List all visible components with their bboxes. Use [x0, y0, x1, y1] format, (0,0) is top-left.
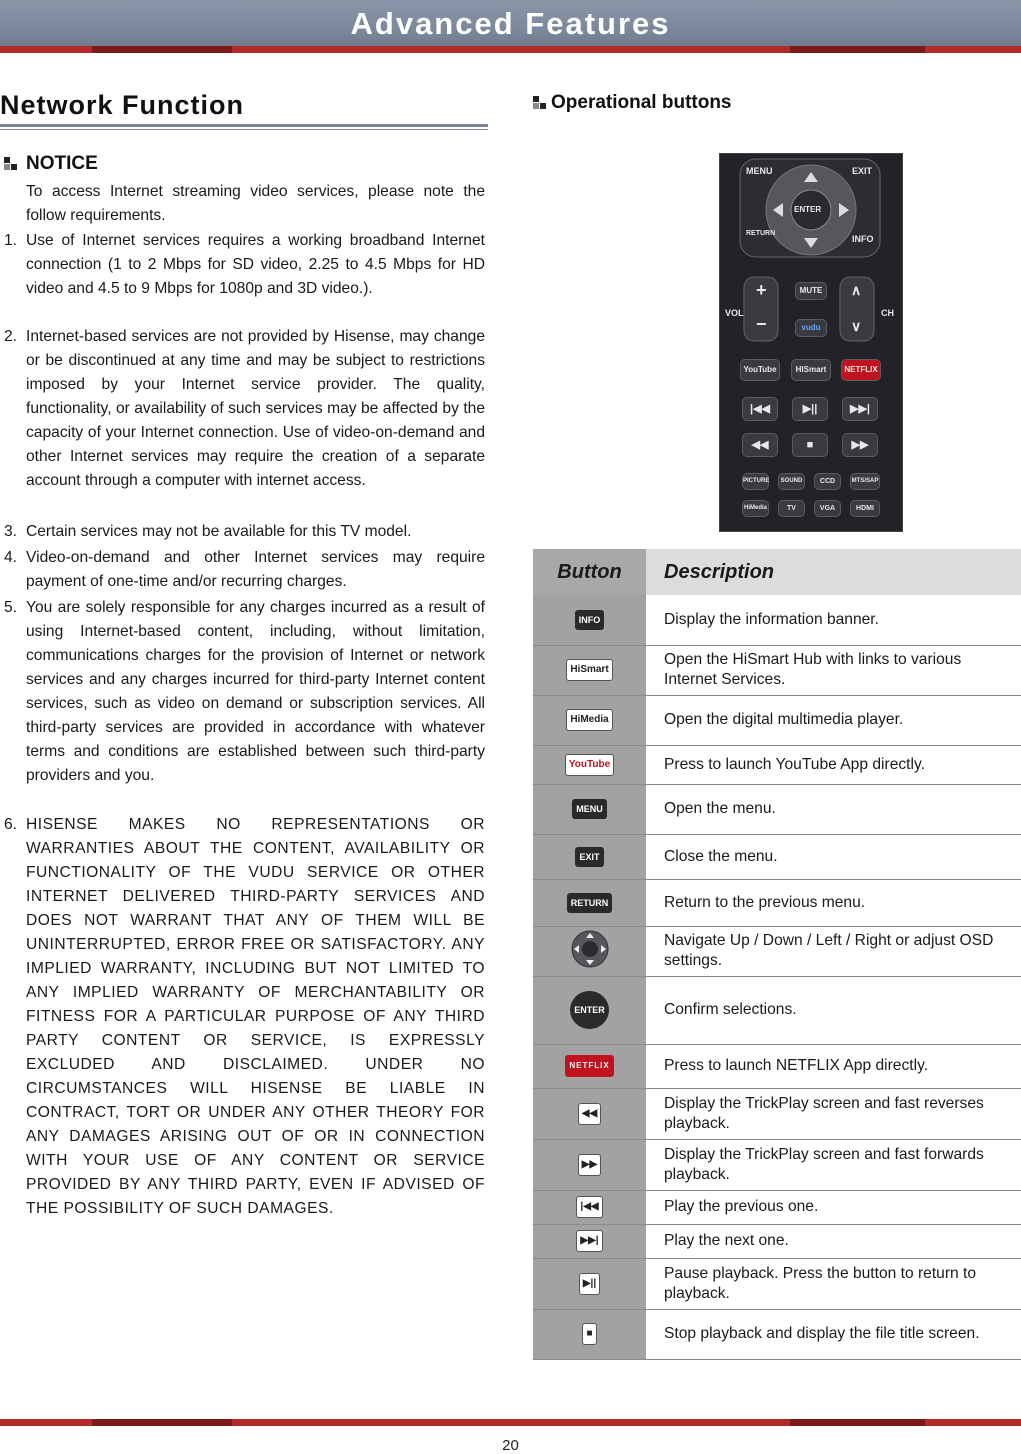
channel-up-icon: ∧	[851, 282, 862, 298]
enter-button-icon: ENTER	[570, 991, 609, 1029]
table-row	[533, 1258, 1021, 1309]
channel-down-icon: ∨	[851, 318, 862, 334]
remote-prev-icon: |◀◀	[742, 397, 778, 421]
section-rule-thin	[0, 129, 488, 130]
row-description: Return to the previous menu.	[646, 879, 1021, 926]
info-button-icon: INFO	[575, 610, 605, 630]
remote-netflix-button: NETFLIX	[841, 359, 881, 381]
row-description: Display the TrickPlay screen and fast reverses playback.	[646, 1088, 1021, 1139]
column-header-button: Button	[533, 549, 646, 595]
operational-buttons-heading: Operational buttons	[551, 92, 732, 113]
table-header-row	[533, 549, 1021, 595]
exit-button-icon: EXIT	[575, 847, 603, 867]
item-number: 5.	[4, 599, 18, 616]
table-row	[533, 879, 1021, 926]
page-header	[0, 0, 1021, 46]
item-number: 3.	[4, 523, 18, 540]
page-number: 20	[502, 1437, 519, 1454]
section-title: Network Function	[0, 90, 244, 120]
row-description: Press to launch YouTube App directly.	[646, 745, 1021, 784]
notice-heading: NOTICE	[26, 153, 98, 174]
table-row	[533, 976, 1021, 1044]
square-bullet-icon	[4, 157, 18, 171]
remote-return-label: RETURN	[746, 230, 776, 237]
row-description: Confirm selections.	[646, 976, 1021, 1044]
header-red-bar-accent	[92, 46, 232, 53]
remote-menu-label: MENU	[746, 166, 773, 176]
table-row	[533, 926, 1021, 976]
remote-vol-label: VOL	[725, 308, 744, 318]
item-number: 4.	[4, 549, 18, 566]
volume-down-icon: −	[756, 314, 767, 334]
table-row	[533, 1224, 1021, 1258]
remote-rewind-icon: ◀◀	[742, 433, 778, 457]
footer-red-bar-accent	[92, 1419, 232, 1426]
table-row	[533, 1190, 1021, 1224]
remote-info-label: INFO	[852, 234, 874, 244]
navigation-dpad-icon	[570, 929, 610, 969]
youtube-button-icon: YouTube	[565, 754, 614, 776]
item-number: 1.	[4, 232, 18, 249]
return-button-icon: RETURN	[567, 893, 613, 913]
item-text: Certain services may not be available for this TV model.	[26, 523, 412, 540]
item-number: 6.	[4, 816, 18, 833]
remote-stop-icon: ■	[792, 433, 828, 457]
notice-intro: To access Internet streaming video services, please note the follow requirements.	[26, 183, 485, 224]
remote-next-icon: ▶▶|	[842, 397, 878, 421]
remote-ch-label: CH	[881, 308, 894, 318]
row-description: Open the menu.	[646, 784, 1021, 834]
item-number: 2.	[4, 328, 18, 345]
row-description: Play the next one.	[646, 1224, 1021, 1258]
column-header-description: Description	[646, 549, 1021, 595]
table-row	[533, 1309, 1021, 1359]
remote-enter-label: ENTER	[794, 205, 822, 214]
rewind-icon: ◀◀	[578, 1103, 601, 1125]
previous-track-icon: |◀◀	[576, 1196, 602, 1218]
table-row	[533, 1139, 1021, 1190]
table-row	[533, 745, 1021, 784]
hismart-button-icon: HiSmart	[566, 659, 612, 681]
buttons-table	[533, 549, 1021, 1360]
table-row	[533, 695, 1021, 745]
play-pause-icon: ▶||	[579, 1273, 600, 1295]
row-description: Open the digital multimedia player.	[646, 695, 1021, 745]
footer-red-bar-accent-right	[790, 1419, 925, 1426]
remote-exit-label: EXIT	[852, 166, 873, 176]
item-text: Video-on-demand and other Internet services may require payment of one-time and/or recurring charges.	[26, 549, 485, 590]
remote-sound-button: SOUND	[778, 473, 805, 490]
row-description: Navigate Up / Down / Left / Right or adjust OSD settings.	[646, 926, 1021, 976]
item-text: You are solely responsible for any charges incurred as a result of using Internet-based content, including, without limitation, communications charges for the provision of Internet or network services and any charges incurred for third-party Internet content services, such as video on demand or subscription services. All third-party services are provided in accordance with whatever terms and conditions are established between such third-party providers and you.	[26, 599, 485, 784]
header-title: Advanced Features	[350, 6, 671, 41]
remote-play-pause-icon: ▶||	[792, 397, 828, 421]
section-rule	[0, 124, 488, 127]
table-row	[533, 784, 1021, 834]
remote-picture-button: PICTURE	[742, 473, 769, 490]
remote-youtube-button: YouTube	[740, 359, 780, 381]
row-description: Display the TrickPlay screen and fast forwards playback.	[646, 1139, 1021, 1190]
remote-fastforward-icon: ▶▶	[842, 433, 878, 457]
row-description: Display the information banner.	[646, 595, 1021, 645]
row-description: Close the menu.	[646, 834, 1021, 879]
remote-mute-button: MUTE	[795, 282, 827, 300]
remote-tv-button: TV	[778, 500, 805, 517]
menu-button-icon: MENU	[572, 799, 607, 819]
row-description: Pause playback. Press the button to return to playback.	[646, 1258, 1021, 1309]
netflix-button-icon: NETFLIX	[565, 1055, 613, 1077]
stop-icon: ■	[582, 1323, 596, 1345]
fast-forward-icon: ▶▶	[578, 1154, 601, 1176]
table-row	[533, 645, 1021, 695]
next-track-icon: ▶▶|	[576, 1230, 602, 1252]
item-text: HISENSE MAKES NO REPRESENTATIONS OR WARRANTIES ABOUT THE CONTENT, AVAILABILITY OR FUNCTIONALITY OF THE VUDU SERVICE OR OTHER INTERNET DELIVERED THIRD-PARTY SERVICES AND DOES NOT WARRANT THAT ANY OF THEM WILL BE UNINTERRUPTED, ERROR FREE OR SATISFACTORY. ANY IMPLIED WARRANTY, INCLUDING BUT NOT LIMITED TO ANY IMPLIED WARRANTY OF MERCHANTABILITY OR FITNESS FOR A PARTICULAR PURPOSE OF ANY THIRD PARTY CONTENT OR SERVICE, IS EXPRESSLY EXCLUDED AND DISCLAIMED. UNDER NO CIRCUMSTANCES WILL HISENSE BE LIABLE IN CONTRACT, TORT OR UNDER ANY OTHER THEORY FOR ANY DAMAGES ARISING OUT OF OR IN CONNECTION WITH YOUR USE OF ANY CONTENT OR SERVICE PROVIDED BY ANY THIRD PARTY, EVEN IF ADVISED OF THE POSSIBILITY OF SUCH DAMAGES.	[26, 816, 485, 1217]
remote-vga-button: VGA	[814, 500, 841, 517]
table-row	[533, 595, 1021, 645]
square-bullet-icon	[533, 96, 547, 110]
row-description: Open the HiSmart Hub with links to various Internet Services.	[646, 645, 1021, 695]
table-row	[533, 1044, 1021, 1088]
row-description: Play the previous one.	[646, 1190, 1021, 1224]
row-description: Stop playback and display the file title screen.	[646, 1309, 1021, 1359]
remote-vudu-button: vudu	[795, 319, 827, 337]
remote-ccd-button: CCD	[814, 473, 841, 490]
himedia-button-icon: HiMedia	[566, 709, 612, 731]
table-row	[533, 1088, 1021, 1139]
table-row	[533, 834, 1021, 879]
row-description: Press to launch NETFLIX App directly.	[646, 1044, 1021, 1088]
item-text: Use of Internet services requires a working broadband Internet connection (1 to 2 Mbps for SD video, 2.25 to 4.5 Mbps for HD video and 4.5 to 9 Mbps for 1080p and 3D video.).	[26, 232, 485, 297]
remote-hismart-button: HISmart	[791, 359, 831, 381]
remote-himedia-button: HiMedia	[742, 500, 769, 517]
volume-up-icon: +	[756, 280, 767, 300]
remote-control-image	[719, 153, 903, 532]
remote-mts-button: MTS/SAP	[850, 473, 880, 490]
remote-hdmi-button: HDMI	[850, 500, 880, 517]
item-text: Internet-based services are not provided by Hisense, may change or be discontinued at any time and may be subject to restrictions imposed by your Internet service provider. The quality, functionality, or availability of such services may be affected by the capacity of your Internet connection. Use of video-on-demand and other Internet services may require the creation of a separate account through a computer with internet access.	[26, 328, 485, 489]
header-red-bar-accent-right	[790, 46, 925, 53]
